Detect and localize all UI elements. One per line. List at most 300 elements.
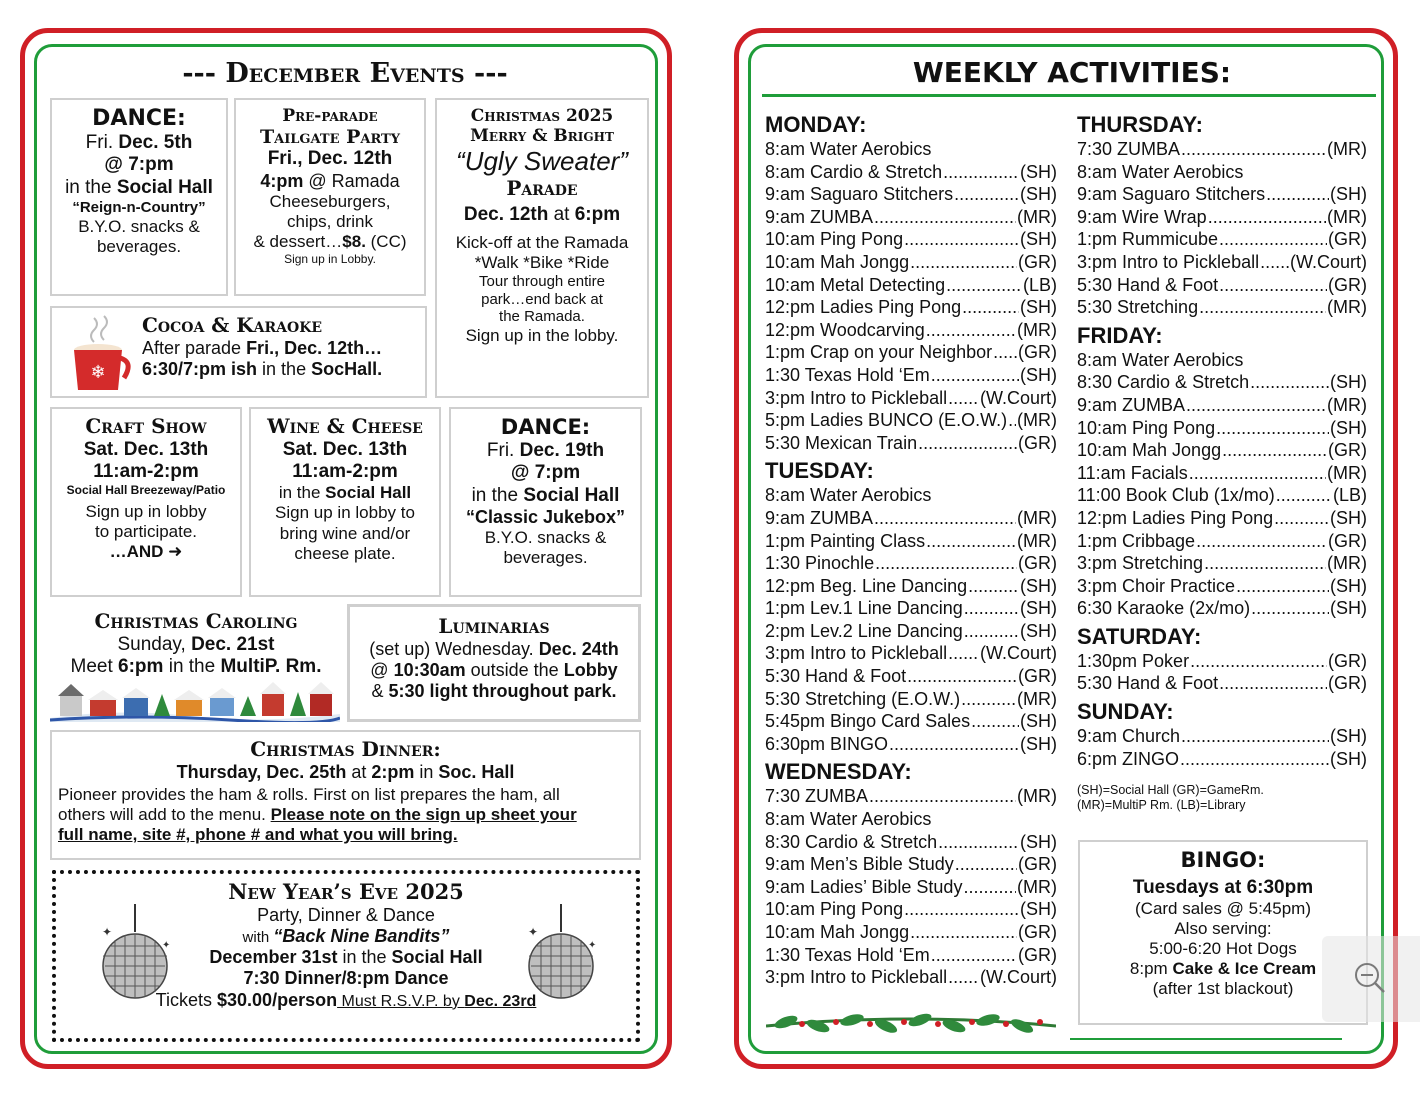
activity-name: 1:30 Pinochle — [765, 553, 875, 574]
day-heading: FRIDAY: — [1077, 322, 1163, 348]
day-heading: SUNDAY: — [1077, 699, 1174, 725]
dot-leader — [1266, 183, 1329, 206]
new-years-eve-box — [52, 870, 640, 1042]
cocoa-karaoke-box — [50, 306, 427, 398]
luminarias-light: 5:30 light throughout park. — [388, 681, 617, 702]
activity-row — [765, 853, 1057, 876]
luminarias-outside: outside the — [465, 659, 564, 680]
nye-by: by — [438, 992, 465, 1010]
wine-line2: bring wine and/or — [279, 523, 411, 543]
activity-row — [765, 484, 1057, 507]
activity-name: 5:30 Stretching — [1077, 297, 1199, 318]
cocoa-place: SocHall. — [311, 358, 383, 379]
dot-leader — [910, 251, 1017, 274]
cocoa-date: Fri., Dec. 12th… — [246, 337, 383, 358]
bingo-line6: (after 1st blackout) — [1152, 979, 1294, 999]
activity-name: 10:am Mah Jongg — [1077, 440, 1222, 461]
bingo-line4: 5:00-6:20 Hot Dogs — [1149, 939, 1297, 959]
activity-name: 3:pm Intro to Pickleball — [1077, 251, 1260, 272]
activity-row — [765, 665, 1057, 688]
dot-leader — [1008, 409, 1016, 432]
activity-row — [765, 387, 1057, 410]
dot-leader — [943, 161, 1019, 184]
activity-location: (MR) — [1327, 139, 1367, 159]
craft-show-box — [50, 407, 242, 597]
activity-location: (MR) — [1327, 206, 1367, 227]
dot-leader — [926, 530, 1016, 553]
dance2-date-prefix: Fri. — [486, 439, 520, 461]
activity-name: 1:pm Cribbage — [1077, 530, 1196, 551]
activity-location: (MR) — [1017, 876, 1057, 897]
dot-leader — [918, 432, 1017, 455]
craft-date: Sat. Dec. 13th — [83, 438, 209, 460]
activity-location: (SH) — [1020, 161, 1057, 182]
activity-location: (GR) — [1328, 650, 1367, 671]
activity-row — [765, 710, 1057, 733]
dance-date-prefix: Fri. — [85, 131, 119, 153]
activity-name: 9:am ZUMBA — [765, 507, 874, 528]
dot-leader — [964, 620, 1019, 643]
tailgate-line2: chips, drink — [287, 212, 373, 232]
luminarias-time: 10:30am — [393, 659, 466, 680]
dot-leader — [910, 921, 1017, 944]
activity-name: 3:pm Intro to Pickleball — [765, 643, 948, 664]
activity-row — [765, 785, 1057, 808]
parade-line5: the Ramada. — [499, 308, 585, 326]
activity-location: (SH) — [1020, 831, 1057, 852]
activity-row — [1077, 672, 1367, 695]
activity-location: (W.Court) — [979, 643, 1057, 664]
activity-location: (MR) — [1017, 410, 1057, 431]
activity-location: (SH) — [1020, 575, 1057, 596]
nye-band: “Back Nine Bandits” — [273, 926, 450, 946]
activity-location: (GR) — [1328, 440, 1367, 461]
dot-leader — [993, 341, 1017, 364]
activity-name: 8:am Water Aerobics — [765, 139, 932, 159]
activity-row — [765, 688, 1057, 711]
activity-row — [765, 966, 1057, 989]
parade-line2: *Walk *Bike *Ride — [474, 252, 610, 272]
wine-cheese-box — [249, 407, 441, 597]
activity-name: 9:am Ladies’ Bible Study — [765, 876, 963, 897]
activity-location: (GR) — [1328, 530, 1367, 551]
nye-rsvp-pre: Must — [337, 992, 381, 1010]
activity-row — [765, 206, 1057, 229]
caroling-mid: in the — [163, 656, 221, 677]
wine-date: Sat. Dec. 13th — [282, 438, 408, 460]
dot-leader — [948, 966, 979, 989]
dinner-date: Thursday, Dec. 25th — [176, 761, 347, 782]
activity-row — [1077, 394, 1367, 417]
activity-location: (SH) — [1330, 726, 1367, 747]
activity-location: (MR) — [1017, 206, 1057, 227]
dot-leader — [1219, 228, 1327, 251]
activity-name: 1:pm Rummicube — [1077, 229, 1219, 250]
activity-name: 8:am Water Aerobics — [1077, 349, 1244, 370]
location-legend — [1077, 783, 1264, 813]
dot-leader — [1208, 206, 1326, 229]
activity-location: (GR) — [1018, 342, 1057, 363]
activity-row — [1077, 484, 1367, 507]
craft-line3: …AND ➜ — [109, 541, 183, 561]
activity-name: 7:30 ZUMBA — [765, 786, 869, 807]
tailgate-signup: Sign up in Lobby. — [284, 252, 376, 267]
activity-row — [1077, 530, 1367, 553]
dinner-in: in — [414, 761, 439, 782]
activity-row — [1077, 274, 1367, 297]
luminarias-place: Lobby — [563, 659, 618, 680]
activity-row — [765, 319, 1057, 342]
activity-name: 1:30 Texas Hold ‘Em — [765, 944, 930, 965]
activity-name: 1:30 Texas Hold ‘Em — [765, 364, 930, 385]
wine-line3: cheese plate. — [294, 543, 396, 563]
activity-location: (SH) — [1020, 733, 1057, 754]
dot-leader — [869, 785, 1016, 808]
caroling-block — [50, 610, 342, 720]
dot-leader — [1199, 296, 1326, 319]
activity-row — [1077, 575, 1367, 598]
activity-name: 3:pm Stretching — [1077, 553, 1204, 574]
luminarias-at: @ — [370, 659, 394, 680]
activity-name: 10:am Mah Jongg — [765, 922, 910, 942]
activity-list — [1077, 725, 1367, 770]
activity-row — [765, 642, 1057, 665]
activity-row — [765, 597, 1057, 620]
activity-location: (GR) — [1018, 854, 1057, 875]
activity-name: 7:30 ZUMBA — [1077, 139, 1181, 159]
dot-leader — [938, 831, 1019, 854]
activity-name: 10:am Metal Detecting — [765, 274, 946, 295]
disco-ball-right-icon — [522, 904, 600, 1014]
tailgate-line1: Cheeseburgers, — [269, 192, 391, 212]
tailgate-at: @ Ramada — [303, 170, 400, 191]
dot-leader — [931, 364, 1019, 387]
cocoa-title: Cocoa & Karaoke — [142, 313, 323, 337]
dot-leader — [907, 665, 1017, 688]
activity-location: (SH) — [1020, 711, 1057, 732]
activity-row — [765, 274, 1057, 297]
dance2-date: Dec. 19th — [519, 439, 605, 461]
caroling-date: Dec. 21st — [191, 633, 275, 655]
dot-leader — [1260, 251, 1289, 274]
dot-leader — [1250, 371, 1329, 394]
activity-location: (SH) — [1330, 372, 1367, 393]
nye-with: with — [242, 929, 274, 946]
luminarias-title: Luminarias — [438, 614, 550, 638]
activity-location: (SH) — [1020, 297, 1057, 318]
dot-leader — [931, 944, 1017, 967]
activity-name: 5:pm Ladies BUNCO (E.O.W.) — [765, 410, 1008, 431]
activity-location: (GR) — [1018, 432, 1057, 453]
activity-row — [765, 620, 1057, 643]
tailgate-title-1: Pre-parade — [282, 106, 378, 126]
svg-text:✦: ✦ — [588, 940, 597, 951]
tailgate-line3-pre: & dessert… — [253, 232, 343, 252]
nye-date: December 31st — [209, 947, 338, 968]
nye-deadline: Dec. 23rd — [464, 992, 537, 1010]
activity-location: (MR) — [1017, 688, 1057, 709]
dance-dec19-box — [449, 407, 642, 597]
dinner-at: at — [346, 761, 372, 782]
tailgate-title-2: Tailgate Party — [259, 126, 401, 149]
activity-location: (MR) — [1017, 319, 1057, 340]
activity-row — [1077, 439, 1367, 462]
caroling-time: 6:pm — [118, 656, 164, 677]
tailgate-box — [234, 98, 426, 296]
activity-location: (LB) — [1022, 274, 1057, 295]
wine-place: Social Hall — [325, 483, 412, 503]
activity-name: 3:pm Choir Practice — [1077, 575, 1236, 596]
dance2-byo2: beverages. — [503, 548, 588, 568]
dinner-para-2-note: Please note on the sign up sheet your — [270, 804, 577, 824]
parade-line4: park…end back at — [481, 290, 603, 308]
dance2-title: DANCE: — [500, 415, 591, 439]
activity-location: (MR) — [1327, 394, 1367, 415]
cocoa-mug-icon — [64, 314, 134, 394]
activity-name: 10:am Ping Pong — [765, 899, 904, 920]
dot-leader — [1190, 650, 1327, 673]
activity-row — [1077, 206, 1367, 229]
activity-location: (GR) — [1328, 673, 1367, 694]
dance2-time: @ 7:pm — [510, 462, 581, 484]
activity-location: (MR) — [1327, 297, 1367, 318]
nye-date-mid: in the — [337, 947, 392, 968]
activity-list — [1077, 650, 1367, 695]
activity-name: 1:pm Painting Class — [765, 530, 926, 551]
activity-name: 10:am Ping Pong — [765, 229, 904, 250]
dot-leader — [954, 183, 1019, 206]
dot-leader — [1196, 530, 1327, 553]
dot-leader — [961, 688, 1016, 711]
activity-row — [1077, 725, 1367, 748]
december-events-title: --- December Events --- — [182, 58, 508, 89]
activity-row — [1077, 296, 1367, 319]
activity-name: 8:am Water Aerobics — [1077, 161, 1244, 182]
dance-date: Dec. 5th — [118, 131, 193, 153]
activity-location: (GR) — [1018, 553, 1057, 574]
activity-location: (SH) — [1330, 184, 1367, 205]
activity-location: (SH) — [1020, 598, 1057, 619]
activity-row — [1077, 748, 1367, 771]
parade-date-mid: at — [548, 204, 575, 226]
activity-row — [1077, 597, 1367, 620]
activity-list — [765, 138, 1057, 454]
activity-row — [765, 530, 1057, 553]
nye-rsvp: R.S.V.P. — [380, 992, 439, 1010]
activity-location: (MR) — [1327, 462, 1367, 483]
dinner-para-1: Pioneer provides the ham & rolls. First on list prepares the ham, all — [58, 784, 560, 804]
bingo-line2: (Card sales @ 5:45pm) — [1135, 899, 1311, 919]
activity-row — [765, 161, 1057, 184]
activity-name: 6:30 Karaoke (2x/mo) — [1077, 598, 1251, 619]
dot-leader — [1251, 597, 1329, 620]
activity-location: (MR) — [1327, 553, 1367, 574]
caroling-place: MultiP. Rm. — [220, 656, 322, 677]
bingo-line3: Also serving: — [1174, 919, 1272, 939]
dot-leader — [1219, 274, 1327, 297]
parade-title-3: “Ugly Sweater” — [456, 146, 628, 177]
parade-title-4: Parade — [506, 175, 578, 200]
activity-location: (GR) — [1328, 229, 1367, 250]
dinner-para-2: others will add to the menu. — [58, 804, 271, 824]
activity-row — [1077, 138, 1367, 161]
dot-leader — [926, 319, 1016, 342]
activity-row — [1077, 462, 1367, 485]
dance-dec5-box — [50, 98, 228, 296]
activity-row — [765, 808, 1057, 831]
nye-place: Social Hall — [391, 947, 483, 968]
dot-leader — [889, 733, 1019, 756]
dinner-time: 2:pm — [371, 761, 415, 782]
craft-time: 11:am-2:pm — [93, 461, 199, 482]
caroling-day: Sunday, — [117, 633, 192, 655]
luminarias-box — [347, 604, 641, 722]
caroling-title: Christmas Caroling — [94, 609, 298, 633]
activity-name: 9:am Men’s Bible Study — [765, 854, 954, 875]
dot-leader — [964, 597, 1019, 620]
parade-line1: Kick-off at the Ramada — [455, 232, 629, 252]
activity-name: 10:am Mah Jongg — [765, 251, 910, 272]
dance-place: Social Hall — [116, 176, 213, 198]
dot-leader — [874, 206, 1016, 229]
luminarias-line1-pre: (set up) Wednesday. — [369, 638, 539, 659]
activity-name: 3:pm Intro to Pickleball — [765, 967, 948, 988]
dot-leader — [1181, 138, 1326, 161]
activity-name: 8:am Water Aerobics — [765, 809, 932, 830]
activity-name: 5:30 Hand & Foot — [765, 666, 907, 687]
christmas-dinner-box — [50, 730, 641, 860]
activity-location: (W.Court) — [1289, 251, 1367, 272]
craft-title: Craft Show — [85, 414, 207, 438]
dance2-theme: “Classic Jukebox” — [465, 506, 626, 527]
activity-location: (SH) — [1020, 364, 1057, 385]
dot-leader — [971, 710, 1019, 733]
craft-line1: Sign up in lobby — [85, 501, 207, 521]
activity-name: 8:am Cardio & Stretch — [765, 161, 943, 182]
activity-name: 9:am ZUMBA — [765, 206, 874, 227]
activity-row — [765, 409, 1057, 432]
activity-row — [765, 183, 1057, 206]
activity-name: 3:pm Intro to Pickleball — [765, 387, 948, 408]
tailgate-date: Fri., Dec. 12th — [267, 148, 393, 170]
activity-name: 1:pm Lev.1 Line Dancing — [765, 598, 963, 619]
luminarias-amp: & — [371, 681, 389, 702]
activity-row — [1077, 507, 1367, 530]
dance-byo2: beverages. — [96, 236, 182, 256]
activity-name: 9:am Saguaro Stitchers — [1077, 184, 1266, 205]
activity-row — [1077, 417, 1367, 440]
nye-price: $30.00/person — [217, 989, 338, 1010]
dinner-place: Soc. Hall — [438, 761, 515, 782]
bingo-line1: Tuesdays at 6:30pm — [1132, 876, 1314, 898]
activity-name: 9:am ZUMBA — [1077, 394, 1186, 415]
activity-row — [1077, 650, 1367, 673]
nye-line4: 7:30 Dinner/8:pm Dance — [243, 968, 449, 989]
activity-location: (W.Court) — [979, 387, 1057, 408]
bingo-line5: Cake & Ice Cream — [1172, 959, 1317, 979]
activity-name: 8:30 Cardio & Stretch — [1077, 372, 1250, 393]
parade-time: 6:pm — [574, 204, 621, 226]
dot-leader — [1274, 507, 1329, 530]
activity-location: (SH) — [1020, 899, 1057, 920]
activity-row — [765, 296, 1057, 319]
tailgate-time: 4:pm — [260, 170, 304, 191]
dot-leader — [1204, 552, 1326, 575]
activity-location: (SH) — [1330, 575, 1367, 596]
parade-line6: Sign up in the lobby. — [465, 325, 619, 345]
parade-line3: Tour through entire — [479, 272, 605, 290]
activity-location: (GR) — [1328, 274, 1367, 295]
dot-leader — [1236, 575, 1329, 598]
activity-name: 8:am Water Aerobics — [765, 485, 932, 506]
dot-leader — [946, 274, 1022, 297]
activity-name: 5:30 Stretching (E.O.W.) — [765, 688, 961, 709]
activity-row — [765, 921, 1057, 944]
activity-row — [765, 251, 1057, 274]
activity-list — [765, 484, 1057, 755]
activity-row — [765, 898, 1057, 921]
activity-row — [1077, 349, 1367, 372]
activity-location: (SH) — [1330, 417, 1367, 438]
activity-name: 12:pm Beg. Line Dancing — [765, 575, 968, 596]
dot-leader — [955, 853, 1017, 876]
activity-name: 2:pm Lev.2 Line Dancing — [765, 620, 963, 641]
activity-location: (SH) — [1330, 748, 1367, 769]
title-underline — [762, 94, 1376, 97]
activity-row — [765, 364, 1057, 387]
activity-location: (GR) — [1018, 922, 1057, 942]
wine-line1: Sign up in lobby to — [275, 503, 415, 523]
tailgate-line3-post: (CC) — [365, 232, 407, 252]
svg-text:✦: ✦ — [162, 940, 171, 951]
dot-leader — [963, 876, 1016, 899]
dot-leader — [962, 296, 1019, 319]
activity-location: (SH) — [1020, 229, 1057, 250]
activity-row — [765, 575, 1057, 598]
zoom-out-icon[interactable] — [1352, 960, 1388, 996]
holly-garland-decoration — [766, 1004, 1056, 1044]
dance-theme: “Reign-n-Country” — [72, 199, 206, 217]
disco-ball-left-icon — [96, 904, 174, 1014]
craft-place: Social Hall Breezeway/Patio — [66, 483, 226, 498]
dance-time: @ 7:pm — [104, 154, 174, 176]
dance2-byo: B.Y.O. snacks & — [484, 528, 607, 548]
dot-leader — [1181, 725, 1329, 748]
zoom-out-overlay[interactable] — [1322, 936, 1420, 1022]
activity-name: 1:pm Crap on your Neighbor — [765, 342, 993, 363]
dance2-place-prefix: in the — [471, 484, 524, 506]
activity-row — [765, 944, 1057, 967]
dot-leader — [904, 898, 1019, 921]
dance-place-prefix: in the — [65, 176, 117, 198]
activity-row — [765, 831, 1057, 854]
activity-row — [765, 228, 1057, 251]
activity-name: 6:30pm BINGO — [765, 733, 889, 754]
dinner-title: Christmas Dinner: — [250, 737, 441, 761]
activity-name: 9:am Church — [1077, 726, 1181, 747]
activity-location: (MR) — [1017, 507, 1057, 528]
bingo-title: BINGO: — [1180, 848, 1266, 872]
activity-location: (MR) — [1017, 786, 1057, 807]
dot-leader — [904, 228, 1019, 251]
cocoa-line1-pre: After parade — [142, 337, 247, 358]
activity-list — [1077, 349, 1367, 620]
weekly-column-right — [1077, 112, 1367, 770]
dot-leader — [1216, 417, 1329, 440]
dance-byo: B.Y.O. snacks & — [78, 216, 200, 236]
winter-village-illustration — [50, 678, 340, 722]
activity-row — [765, 876, 1057, 899]
